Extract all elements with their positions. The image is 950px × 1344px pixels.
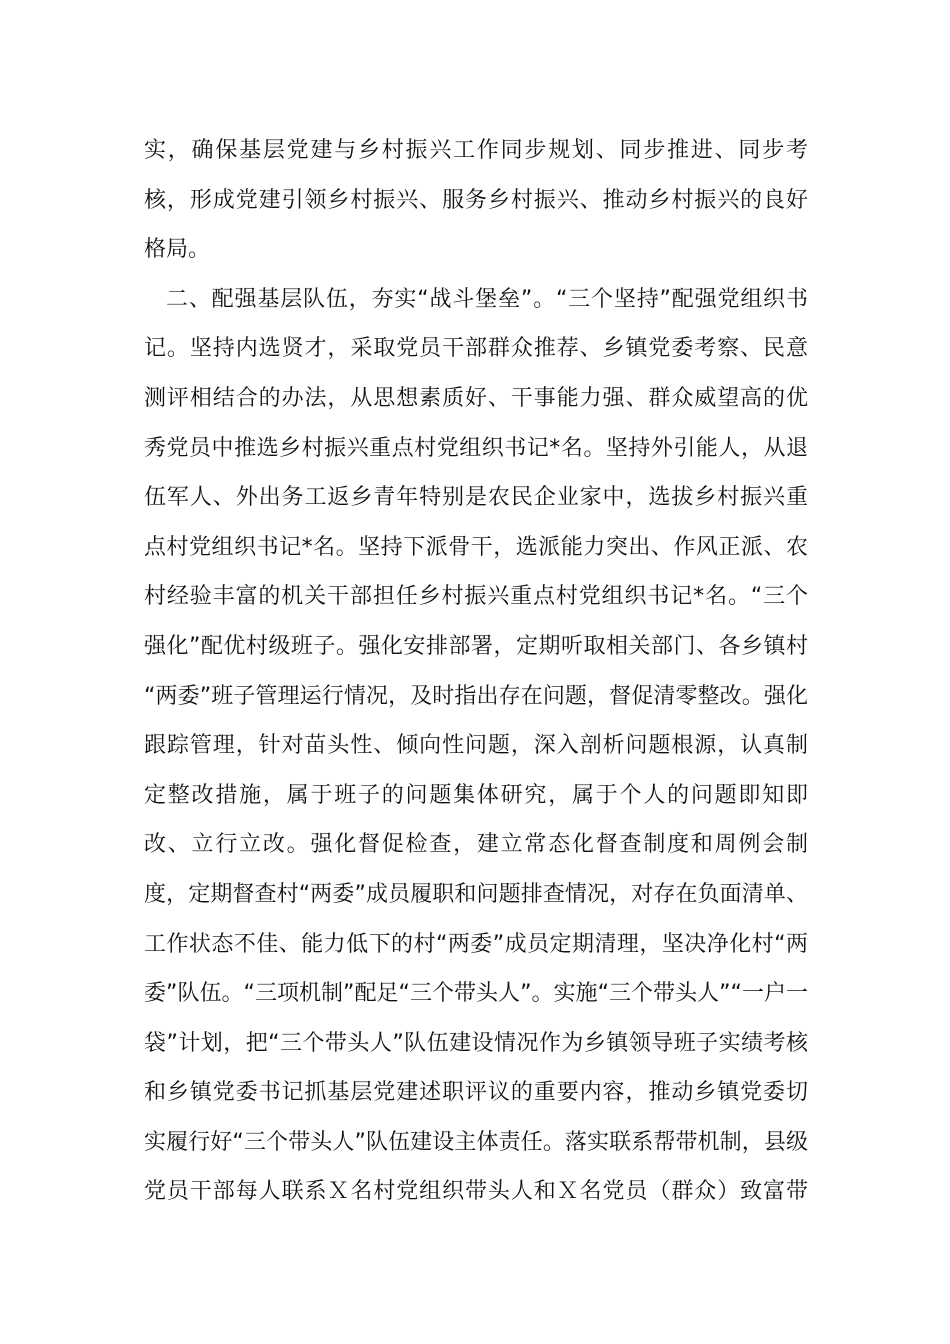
paragraph-first-line: 二、配强基层队伍，夯实“战斗堡垒”。“三个坚持”配强党组织书 (166, 286, 808, 312)
text-line: 测评相结合的办法，从思想素质好、干事能力强、群众威望高的优 (144, 385, 808, 411)
text-line: 格局。 (144, 237, 211, 263)
document-body (144, 126, 808, 1217)
text-line: 度，定期督查村“两委”成员履职和问题排查情况，对存在负面清单、 (144, 881, 808, 907)
text-line: 实，确保基层党建与乡村振兴工作同步规划、同步推进、同步考 (144, 138, 808, 163)
text-line: 记。坚持内选贤才，采取党员干部群众推荐、乡镇党委考察、民意 (144, 336, 808, 362)
text-line: 改、立行立改。强化督促检查，建立常态化督查制度和周例会制 (144, 832, 808, 858)
text-line: 袋”计划，把“三个带头人”队伍建设情况作为乡镇领导班子实绩考核 (144, 1030, 808, 1056)
text-line: 跟踪管理，针对苗头性、倾向性问题，深入剖析问题根源，认真制 (144, 733, 808, 759)
text-line: 强化”配优村级班子。强化安排部署，定期听取相关部门、各乡镇村 (144, 633, 808, 659)
text-line: 伍军人、外出务工返乡青年特别是农民企业家中，选拔乡村振兴重 (144, 485, 808, 511)
text-line: 点村党组织书记*名。坚持下派骨干，选派能力突出、作风正派、农 (144, 534, 808, 560)
text-line: 定整改措施，属于班子的问题集体研究，属于个人的问题即知即 (144, 782, 808, 808)
text-line: 秀党员中推选乡村振兴重点村党组织书记*名。坚持外引能人，从退 (144, 435, 808, 461)
text-line: 村经验丰富的机关干部担任乡村振兴重点村党组织书记*名。“三个 (144, 584, 808, 610)
text-line: “两委”班子管理运行情况，及时指出存在问题，督促清零整改。强化 (144, 683, 808, 709)
text-line: 实履行好“三个带头人”队伍建设主体责任。落实联系帮带机制，县级 (144, 1129, 808, 1155)
text-line: 委”队伍。“三项机制”配足“三个带头人”。实施“三个带头人”“一户一 (144, 981, 808, 1007)
text-line: 党员干部每人联系Ｘ名村党组织带头人和Ｘ名党员（群众）致富带 (144, 1179, 808, 1205)
text-line: 和乡镇党委书记抓基层党建述职评议的重要内容，推动乡镇党委切 (144, 1080, 808, 1106)
text-line: 工作状态不佳、能力低下的村“两委”成员定期清理，坚决净化村“两 (144, 931, 808, 957)
text-line: 核，形成党建引领乡村振兴、服务乡村振兴、推动乡村振兴的良好 (144, 187, 808, 213)
